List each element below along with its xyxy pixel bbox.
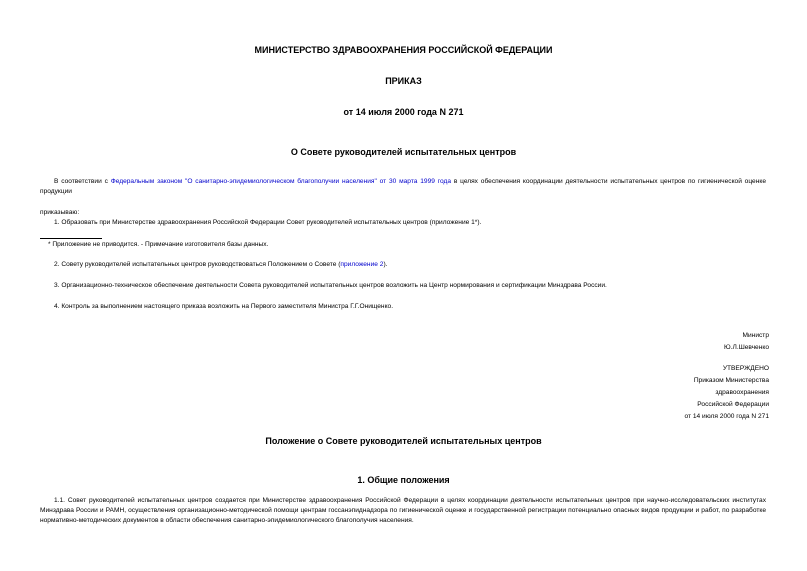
intro-after: в целях обеспечения координации деятельности испытательных центров по гигиенической оценке продукции [40, 178, 766, 195]
footnote-divider [40, 238, 102, 239]
approval-line-4: Российской Федерации [697, 401, 769, 408]
signature-block [549, 330, 769, 354]
approval-line-5: от 14 июля 2000 года N 271 [684, 413, 769, 420]
item-4: 4. Контроль за выполнением настоящего приказа возложить на Первого заместителя Министра Г.Г.Онищенко. [54, 303, 394, 310]
approval-line-2: Приказом Министерства [693, 377, 769, 384]
approval-line-3: здравоохранения [715, 389, 769, 396]
federal-law-link[interactable]: Федеральным законом "О санитарно-эпидемиологическом благополучии населения" от 30 марта 1999 года [110, 178, 452, 185]
intro-before: В соответствии с [54, 178, 111, 185]
appendix-2-link[interactable]: приложение 2 [340, 261, 384, 268]
item-2-before: 2. Совету руководителей испытательных центров руководствоваться Положением о Совете ( [54, 261, 341, 268]
regulation-title: Положение о Совете руководителей испытательных центров [265, 436, 542, 446]
order-title: О Совете руководителей испытательных центров [290, 147, 517, 157]
signature-role: Министр [742, 332, 769, 339]
order-heading: ПРИКАЗ [385, 76, 422, 86]
order-date: от 14 июля 2000 года N 271 [343, 107, 464, 117]
signature-name: Ю.Л.Шевченко [724, 344, 769, 351]
order-word: приказываю: [40, 209, 80, 216]
paragraph-1-1: 1.1. Совет руководителей испытательных центров создается при Министерстве здравоохранения Российской Федерации в целях координации деятельности испытательных центров при научно-исследовательских институтах Минздрава России и РАМН, осуществления организационно-методической помощи центрам госсанэпиднадзора по гигиенической оценке и государственной регистрации потенциально опасных видов продукции и работ, по разработке нормативно-методических документов в области обеспечения санитарно-эпидемиологического благополучия населения. [40, 497, 766, 524]
section-1-heading: 1. Общие положения [357, 475, 450, 485]
item-1: 1. Образовать при Министерстве здравоохранения Российской Федерации Совет руководителей испытательных центров (приложение 1*). [54, 219, 482, 226]
approval-line-1: УТВЕРЖДЕНО [722, 365, 769, 372]
item-3: 3. Организационно-техническое обеспечение деятельности Совета руководителей испытательных центров возложить на Центр нормирования и сертификации Минздрава России. [54, 282, 607, 289]
item-2-after: ). [383, 261, 388, 268]
item-2 [54, 260, 766, 270]
footnote: * Приложение не приводится. - Примечание изготовителя базы данных. [48, 241, 269, 248]
intro-paragraph [40, 177, 766, 197]
ministry-heading: МИНИСТЕРСТВО ЗДРАВООХРАНЕНИЯ РОССИЙСКОЙ ФЕДЕРАЦИИ [254, 45, 553, 55]
approval-block [549, 363, 769, 423]
